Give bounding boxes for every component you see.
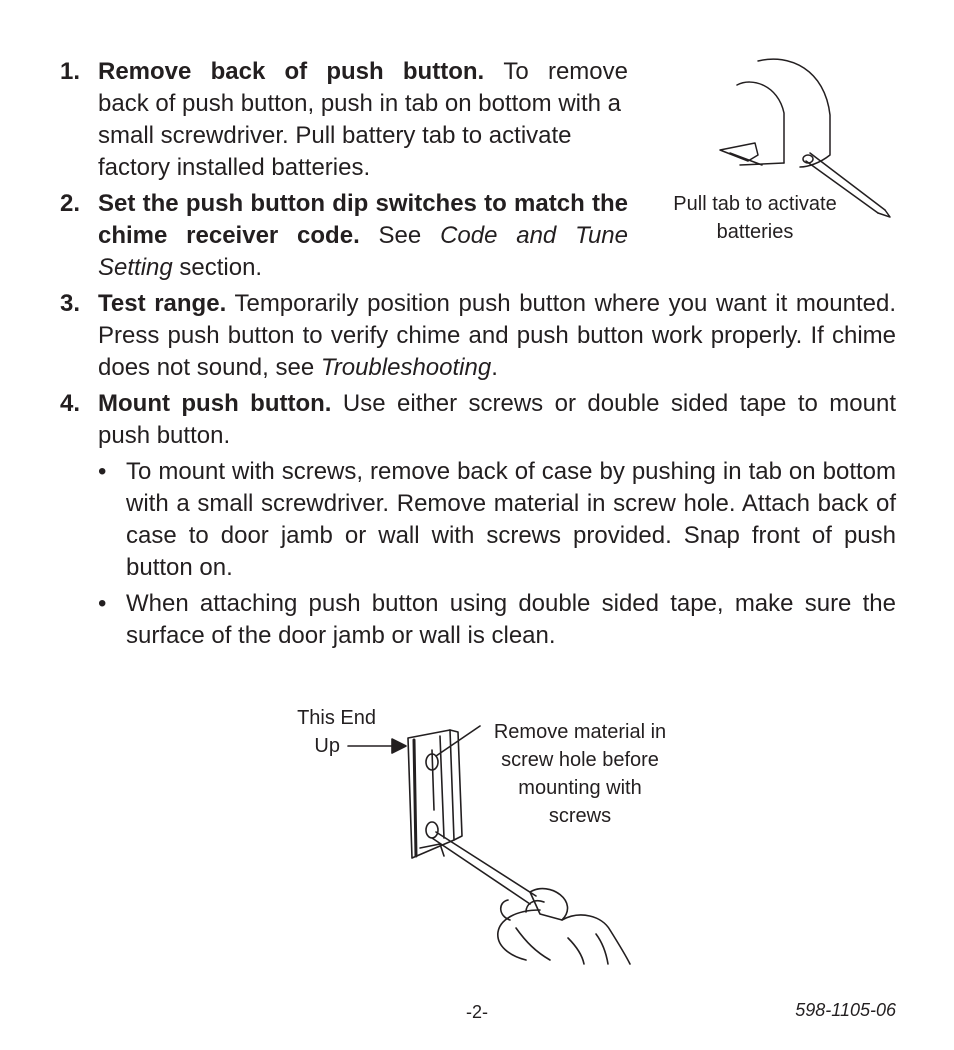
step-4-number: 4. [60,390,81,417]
screw-hole-note-line-2: screw hole before [501,749,659,771]
step-2-number: 2. [60,190,81,217]
screw-hole-note-line-1: Remove material in [493,721,667,743]
step-3-number: 3. [60,290,81,317]
battery-caption [652,190,858,246]
bullet-symbol: • [98,458,107,485]
step-1-heading: Remove back of push button. [98,58,485,85]
step-3-reference: Troubleshooting [320,354,492,381]
screw-hole-note-line-3: mounting with [518,777,642,799]
step-3-text: Temporarily position push button where you want it mounted. Press push button to verify chime and push button work properly. If chime does not sound, see [98,290,896,381]
step-1-number: 1. [60,58,81,85]
step-2-reference: Code and Tune Setting [98,222,629,281]
document-number: 598-1105-06 [795,1000,896,1020]
step-1-body [98,88,628,184]
battery-caption-line-1: Pull tab to activate [673,193,837,215]
page-number: -2- [466,1002,488,1022]
bullet-symbol: • [98,590,107,617]
step-2-text: See [378,222,422,249]
step-2-text-end: section. [179,254,263,281]
bullet-text: To mount with screws, remove back of case by pushing in tab on bottom with a small screwdriver. Remove material in screw hole. Attach back of case to door jamb or wall with screws provided. Snap front of push button on. [126,458,896,581]
bullet-text: When attaching push button using double sided tape, make sure the surface of the door jamb or wall is clean. [126,590,896,649]
step-3-heading: Test range. [98,290,227,317]
step-4-text: Use either screws or double sided tape to mount push button. [98,390,896,449]
this-end-up-line-1: This End [297,707,376,729]
step-4-heading: Mount push button. [98,390,332,417]
screw-hole-note-line-4: screws [548,805,612,827]
battery-caption-line-2: batteries [716,221,794,243]
step-2-heading: Set the push button dip switches to match the chime receiver code. [98,190,628,249]
mounting-illustration [340,720,680,970]
this-end-up-line-2: Up [314,735,340,757]
step-1-text: back of push button, push in tab on bottom with a small screwdriver. Pull battery tab to activate factory installed batteries. [98,90,622,181]
step-3-text-end: . [491,354,498,381]
